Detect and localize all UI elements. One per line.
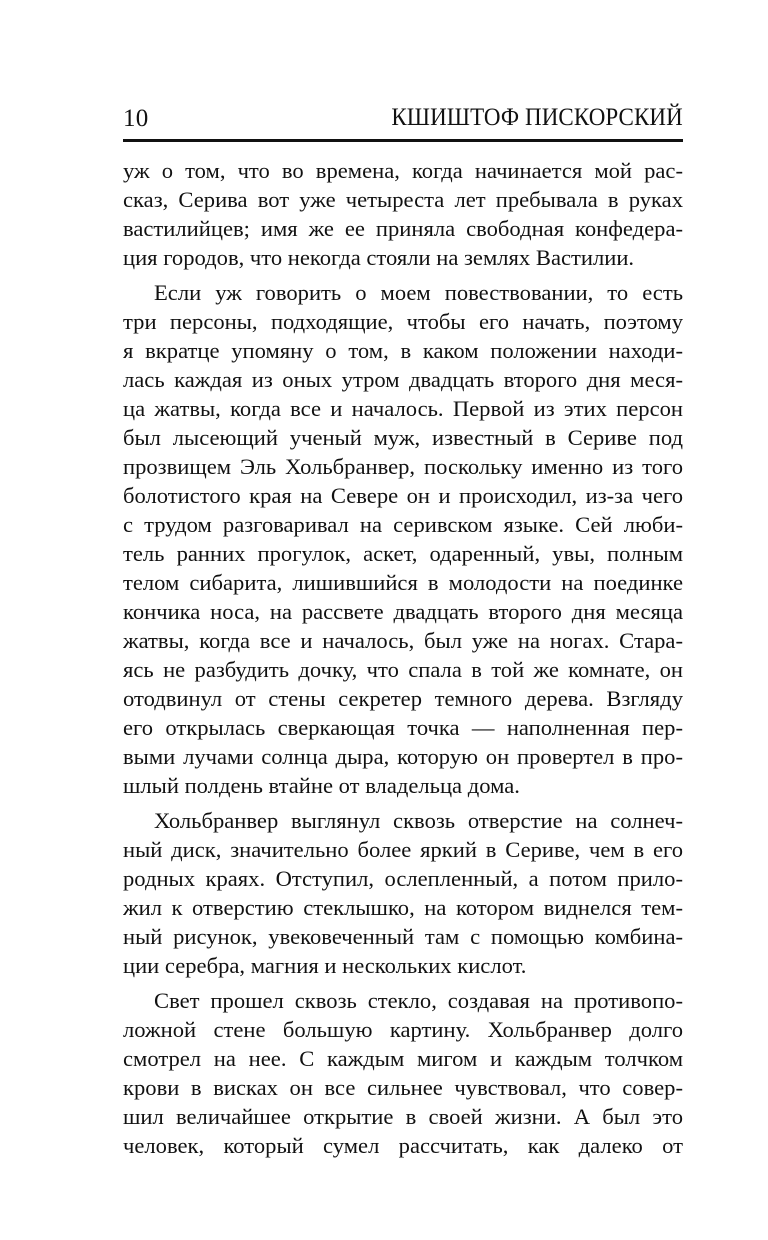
- header-rule: [123, 139, 683, 142]
- body-text: [123, 156, 683, 1166]
- paragraph: [123, 986, 683, 1160]
- text-line: Свет прошел сквозь стекло, создавая на противопо-: [154, 988, 683, 1013]
- text-line: отодвинул от стены секретер темного дерева. Взгляду: [123, 686, 683, 711]
- text-line: выми лучами солнца дыра, которую он провертел в про-: [123, 744, 683, 769]
- text-line: был лысеющий ученый муж, известный в Сериве под: [123, 425, 683, 450]
- paragraph: [123, 806, 683, 980]
- text-line: жил к отверстию стеклышко, на котором виднелся тем-: [123, 895, 683, 920]
- text-line: человек, который сумел рассчитать, как далеко от: [123, 1133, 683, 1158]
- text-line: шлый полдень втайне от владельца дома.: [123, 773, 520, 798]
- text-line: я вкратце упомяну о том, в каком положении находи-: [123, 338, 683, 363]
- text-line: с трудом разговаривал на серивском языке. Сей люби-: [123, 512, 683, 537]
- text-line: ный рисунок, увековеченный там с помощью комбина-: [123, 924, 683, 949]
- text-line: Хольбранвер выглянул сквозь отверстие на солнеч-: [154, 808, 683, 833]
- text-line: телом сибарита, лишившийся в молодости на поединке: [123, 570, 683, 595]
- text-line: ный диск, значительно более яркий в Сериве, чем в его: [123, 837, 683, 862]
- page-header: [123, 96, 683, 136]
- text-line: болотистого края на Севере он и происходил, из-за чего: [123, 483, 683, 508]
- text-line: его открылась сверкающая точка — наполненная пер-: [123, 715, 683, 740]
- text-line: шил величайшее открытие в своей жизни. А был это: [123, 1104, 683, 1129]
- text-line: вастилийцев; имя же ее приняла свободная конфедера-: [123, 216, 683, 241]
- text-line: сказ, Серива вот уже четыреста лет пребывала в руках: [123, 187, 683, 212]
- text-line: ция городов, что некогда стояли на землях Вастилии.: [123, 245, 635, 270]
- text-line: ложной стене большую картину. Хольбранвер долго: [123, 1017, 683, 1042]
- text-line: крови в висках он все сильнее чувствовал, что совер-: [123, 1075, 683, 1100]
- text-line: ясь не разбудить дочку, что спала в той же комнате, он: [123, 657, 683, 682]
- paragraph: [123, 156, 683, 272]
- text-line: ца жатвы, когда все и началось. Первой из этих персон: [123, 396, 683, 421]
- paragraph: [123, 278, 683, 800]
- text-line: три персоны, подходящие, чтобы его начать, поэтому: [123, 309, 683, 334]
- text-line: жатвы, когда все и началось, был уже на ногах. Стара-: [123, 628, 683, 653]
- page-number: 10: [123, 105, 149, 132]
- text-line: ции серебра, магния и нескольких кислот.: [123, 953, 527, 978]
- text-line: родных краях. Отступил, ослепленный, а потом прило-: [123, 866, 683, 891]
- text-line: лась каждая из оных утром двадцать второго дня меся-: [123, 367, 683, 392]
- text-line: смотрел на нее. С каждым мигом и каждым толчком: [123, 1046, 683, 1071]
- running-title: КШИШТОФ ПИСКОРСКИЙ: [391, 104, 683, 131]
- text-line: кончика носа, на рассвете двадцать второго дня месяца: [123, 599, 683, 624]
- text-line: тель ранних прогулок, аскет, одаренный, увы, полным: [123, 541, 683, 566]
- text-line: Если уж говорить о моем повествовании, то есть: [154, 280, 683, 305]
- text-line: уж о том, что во времена, когда начинается мой рас-: [123, 158, 683, 183]
- text-line: прозвищем Эль Хольбранвер, поскольку именно из того: [123, 454, 683, 479]
